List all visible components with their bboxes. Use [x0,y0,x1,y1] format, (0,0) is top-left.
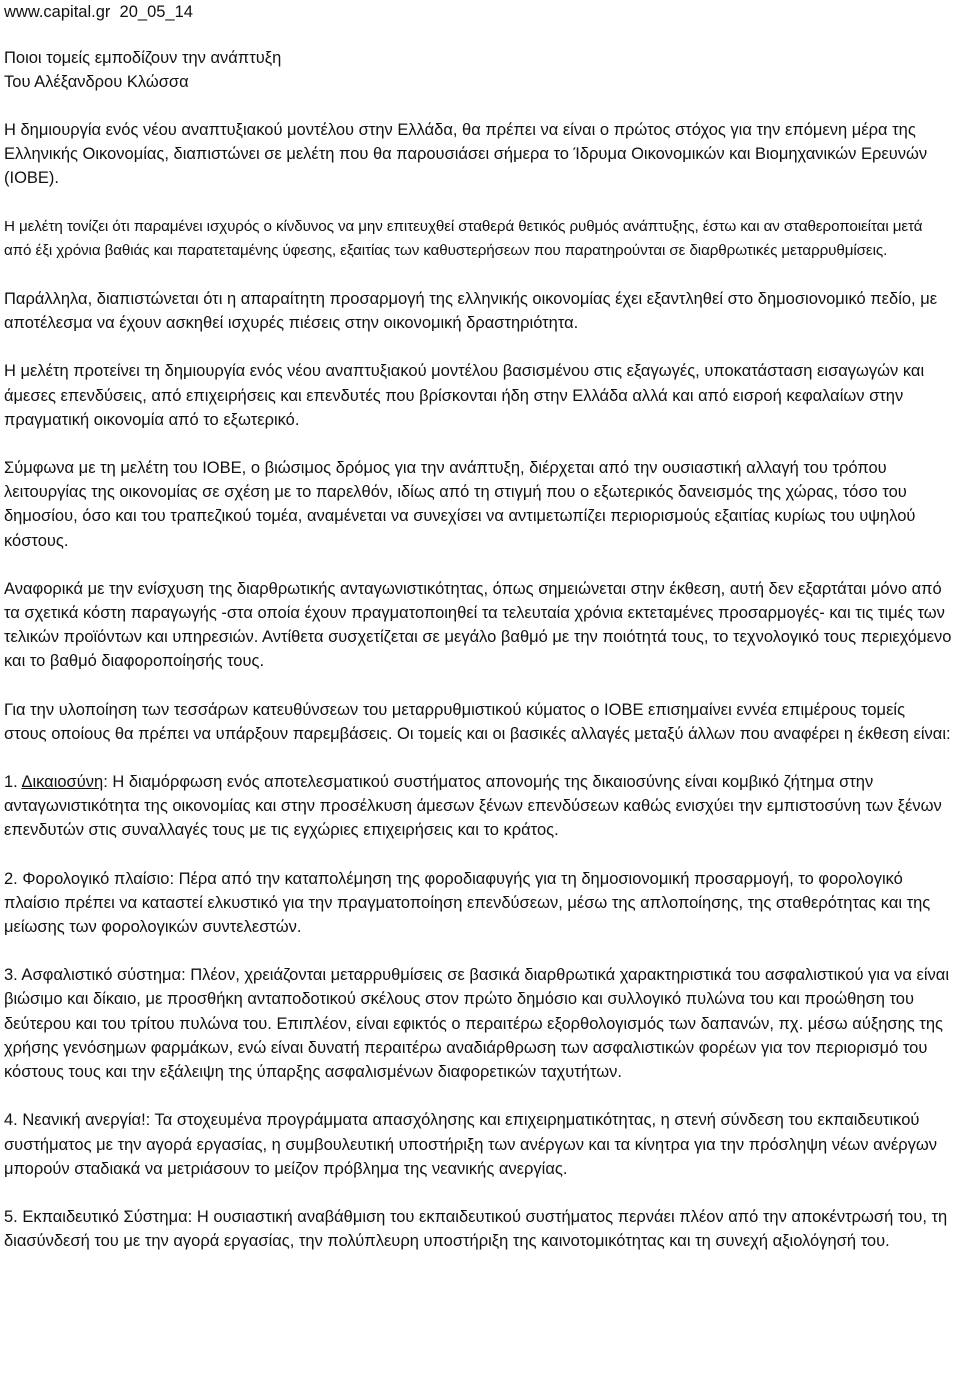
document-header [4,0,952,24]
list-item-youth-unemployment: 4. Νεανική ανεργία!: Τα στοχευμένα προγράμματα απασχόλησης και επιχειρηματικότητας, η στενή σύνδεση του εκπαιδευτικού συστήματος με την αγορά εργασίας, η συμβουλευτική υποστήριξη των ανέργων και τα κίνητρα για την πρόσληψη νέων ανέργων μπορούν σταδιακά να μετριάσουν το μείζον πρόβλημα της νεανικής ανεργίας. [4,1111,938,1178]
list-item-education: 5. Εκπαιδευτικό Σύστημα: Η ουσιαστική αναβάθμιση του εκπαιδευτικού συστήματος περνάει πλέον από την αποκέντρωσή του, τη διασύνδεσή του με την αγορά εργασίας, την πολύπλευρη υποστήριξη της καινοτομικότητας και τη συνεχή αξιολόγησή του. [4,1207,948,1251]
list-item-number: 1. [4,773,22,792]
paragraph-model: Η μελέτη προτείνει τη δημιουργία ενός νέου αναπτυξιακού μοντέλου βασισμένου στις εξαγωγές, υποκατάσταση εισαγωγών και άμεσες επενδύσεις, από επιχειρήσεις και επενδυτές που βρίσκονται ήδη στην Ελλάδα αλλά και από εισροή κεφαλαίων στην πραγματική οικονομία από το εξωτερικό. [4,362,925,429]
paragraph-path: Σύμφωνα με τη μελέτη του ΙΟΒΕ, ο βιώσιμος δρόμος για την ανάπτυξη, διέρχεται από την ουσιαστική αλλαγή του τρόπου λειτουργίας της οικονομίας σε σχέση με το παρελθόν, ιδίως από τη στιγμή που ο εξωτερικός δανεισμός της χώρας, τόσο του δημοσίου, όσο και του τραπεζικού τομέα, αναμένεται να συνεχίσει να αντιμετωπίζει περιορισμούς εξαιτίας κυρίως του υψηλού κόστους. [4,459,916,550]
article-title-block [4,46,952,94]
list-item-text: : Η διαμόρφωση ενός αποτελεσματικού συστήματος απονομής της δικαιοσύνης είναι κομβικό ζήτημα στην ανταγωνιστικότητα της οικονομίας και στην προσέλκυση άμεσων ξένων επενδύσεων καθώς ενισχύει την εμπιστοσύνη των ξένων επενδυτών στις συναλλαγές τους με τις εγχώριες επιχειρήσεις και το κράτος. [4,773,942,840]
list-item-tax: 2. Φορολογικό πλαίσιο: Πέρα από την καταπολέμηση της φοροδιαφυγής για τη δημοσιονομική προσαρμογή, το φορολογικό πλαίσιο πρέπει να καταστεί ελκυστικό για την πραγματοποίηση επενδύσεων, μέσω της απλοποίησης, της σταθερότητας και της μείωσης των φορολογικών συντελεστών. [4,869,931,937]
source-site: www.capital.gr [4,3,111,21]
paragraph-intro: Η δημιουργία ενός νέου αναπτυξιακού μοντέλου στην Ελλάδα, θα πρέπει να είναι ο πρώτος στόχος για την επόμενη μέρα της Ελληνικής Οικονομίας, διαπιστώνει σε μελέτη που θα παρουσιάσει σήμερα το Ίδρυμα Οικονομικών και Βιομηχανικών Ερευνών (ΙΟΒΕ). [4,121,928,188]
paragraph-sectors: Για την υλοποίηση των τεσσάρων κατευθύνσεων του μεταρρυθμιστικού κύματος ο ΙΟΒΕ επισημαίνει εννέα επιμέρους τομείς στους οποίους θα πρέπει να υπάρξουν παρεμβάσεις. Οι τομείς και οι βασικές αλλαγές μεταξύ άλλων που αναφέρει η έκθεση είναι: [4,700,951,743]
paragraph-fiscal: Παράλληλα, διαπιστώνεται ότι η απαραίτητη προσαρμογή της ελληνικής οικονομίας έχει εξαντληθεί στο δημοσιονομικό πεδίο, με αποτέλεσμα να έχουν ασκηθεί ισχυρές πιέσεις στην οικονομική δραστηριότητα. [4,290,938,333]
list-item-insurance: 3. Ασφαλιστικό σύστημα: Πλέον, χρειάζονται μεταρρυθμίσεις σε βασικά διαρθρωτικά χαρακτηριστικά του ασφαλιστικού για να είναι βιώσιμο και δίκαιο, με προσθήκη ανταποδοτικού σκέλους στον πρώτο δημόσιο και συλλογικό πυλώνα του και προώθηση του δεύτερου και του τρίτου πυλώνα του. Επιπλέον, είναι εφικτός ο περαιτέρω εξορθολογισμός των δαπανών, πχ. μέσω αύξησης της χρήσης γενόσημων φαρμάκων, ενώ είναι δυνατή περαιτέρω αναδιάρθρωση των ασφαλιστικών φορέων για τον περιορισμό του κόστους τους και την εξάλειψη της ύπαρξης ασφαλισμένων διαφορετικών ταχυτήτων. [4,966,949,1082]
paragraph-risk: Η μελέτη τονίζει ότι παραμένει ισχυρός ο κίνδυνος να μην επιτευχθεί σταθερά θετικός ρυθμός ανάπτυξης, έστω και αν σταθεροποιείται μετά από έξι χρόνια βαθιάς και παρατεταμένης ύφεσης, εξαιτίας των καθυστερήσεων που παρατηρούνται σε διαρθρωτικές μεταρρυθμίσεις. [4,217,923,259]
article-author: Του Αλέξανδρου Κλώσσα [4,73,189,91]
article-title: Ποιοι τομείς εμποδίζουν την ανάπτυξη [4,49,282,67]
article-date: 20_05_14 [119,3,193,21]
list-item-term: Δικαιοσύνη [21,773,104,792]
document-page [4,0,952,1253]
paragraph-competitiveness: Αναφορικά με την ενίσχυση της διαρθρωτικής ανταγωνιστικότητας, όπως σημειώνεται στην έκθεση, αυτή δεν εξαρτάται μόνο από τα σχετικά κόστη παραγωγής -στα οποία έχουν πραγματοποιηθεί τα τελευταία χρόνια εκτεταμένες προσαρμογές- και τις τιμές των τελικών προϊόντων και υπηρεσιών. Αντίθετα συσχετίζεται σε μεγάλο βαθμό με την ποιότητά τους, το τεχνολογικό τους περιεχόμενο και το βαθμό διαφοροποίησής τους. [4,579,952,671]
list-item-justice [4,770,952,843]
